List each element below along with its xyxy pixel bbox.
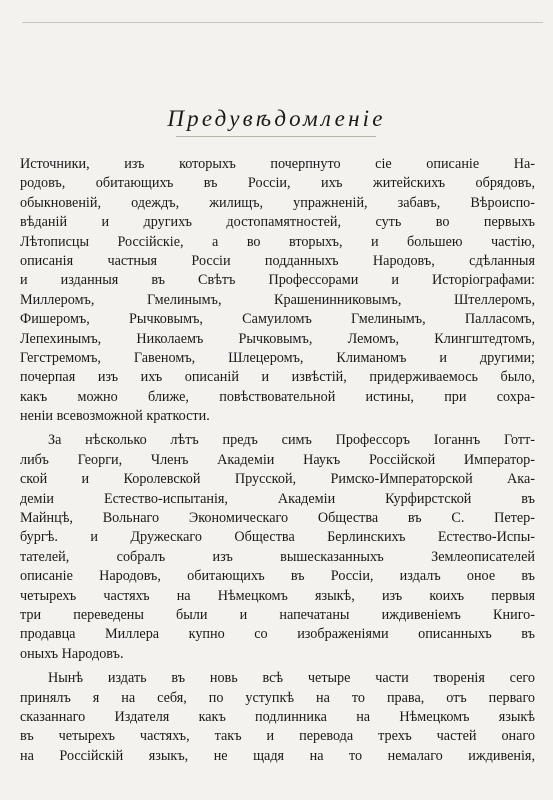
paragraph-3: [20, 669, 535, 766]
text-line: За нѣсколько лѣтъ предъ симъ Профессоръ Іоганнъ Готт-: [48, 432, 535, 449]
text-line: Миллеромъ, Гмелинымъ, Крашенинниковымъ, Штеллеромъ,: [20, 291, 535, 308]
text-line: въ четырехъ частяхъ, такъ и перевода трехъ частей онаго: [20, 728, 535, 745]
text-line: Гегстремомъ, Гавеномъ, Шлецеромъ, Климаномъ и другими;: [20, 349, 535, 366]
text-line: описанія частныя Россіи подданныхъ Народовъ, сдѣланныя: [20, 252, 535, 269]
text-line: либъ Георги, Членъ Академіи Наукъ Россійской Император-: [20, 451, 535, 468]
text-line: три переведены были и напечатаны иждивеніемъ Книго-: [20, 606, 535, 623]
paragraph-1: [20, 155, 535, 426]
text-line: Фишеромъ, Рычковымъ, Самуиломъ Гмелинымъ, Палласомъ,: [20, 311, 535, 328]
text-line: четырехъ частяхъ на Нѣмецкомъ языкѣ, изъ коихъ первыя: [20, 587, 535, 604]
text-line: Лепехинымъ, Николаемъ Рычковымъ, Лемомъ, Клингштедтомъ,: [20, 330, 535, 347]
text-line: оныхъ Народовъ.: [20, 645, 124, 662]
text-line: вѣданій и другихъ достопамятностей, суть во первыхъ: [20, 214, 535, 231]
text-line: Источники, изъ которыхъ почерпнуто сіе описаніе На-: [20, 156, 535, 172]
text-line: ской и Королевской Прусской, Римско-Императорской Ака-: [20, 471, 535, 488]
text-line: описаніе Народовъ, обитающихъ въ Россіи, издалъ оное въ: [20, 568, 535, 585]
text-line: и изданныя въ Свѣтъ Профессорами и Исторіографами:: [20, 272, 535, 289]
text-line: обыкновеній, одеждъ, жилищъ, упражненій, забавъ, Вѣроиспо-: [20, 194, 535, 211]
text-line: продавца Миллера купно со изображеніями описанныхъ въ: [20, 626, 535, 643]
text-line: неніи всевозможной краткости.: [20, 408, 210, 425]
body-text: [20, 155, 535, 766]
text-line: Лѣтописцы Россійскіе, а во вторыхъ, и большею частію,: [20, 233, 535, 250]
text-line: какъ можно ближе, повѣствовательной истины, при сохра-: [20, 388, 535, 405]
text-line: деміи Естество-испытанія, Академіи Курфирстской въ: [20, 490, 535, 507]
page-title: Предувѣдомленіе: [167, 106, 386, 131]
text-line: бургѣ. и Дружескаго Общества Берлинскихъ Естество-Испы-: [20, 529, 535, 546]
text-line: Майнцѣ, Вольнаго Экономическаго Общества въ С. Петер-: [20, 510, 535, 527]
text-line: сказаннаго Издателя какъ подлинника на Нѣмецкомъ языкѣ: [20, 708, 535, 725]
top-rule: [22, 22, 543, 23]
text-line: Нынѣ издать въ новь всѣ четыре части творенія сего: [48, 670, 535, 687]
text-line: принялъ я на себя, по уступкѣ на то права, отъ перваго: [20, 689, 535, 706]
text-line: родовъ, обитающихъ въ Россіи, ихъ житейскихъ обрядовъ,: [20, 175, 535, 192]
text-line: на Россійскій языкъ, не щадя на то немалаго иждивенія,: [20, 747, 535, 764]
paragraph-2: [20, 431, 535, 664]
text-line: почерпая изъ ихъ описаній и извѣстій, придерживаемось было,: [20, 369, 535, 386]
title-underline: [176, 136, 376, 137]
text-line: тателей, собралъ изъ вышесказанныхъ Землеописателей: [20, 548, 535, 565]
